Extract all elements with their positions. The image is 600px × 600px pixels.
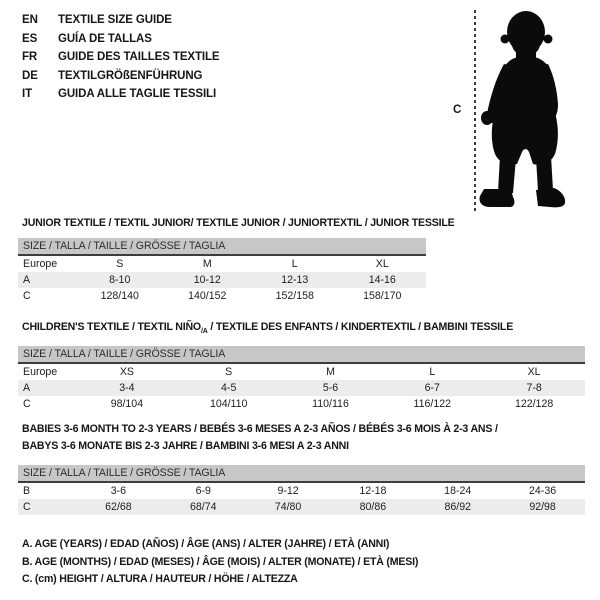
- table-row: [18, 255, 426, 272]
- size-cell: 7-8: [483, 380, 585, 396]
- table-row: [18, 396, 585, 412]
- height-measure-dashed-line: [474, 10, 476, 212]
- size-cell: 14-16: [339, 272, 427, 288]
- size-cell: 10-12: [164, 272, 252, 288]
- children-title-text: CHILDREN'S TEXTILE / TEXTIL NIÑO: [22, 321, 201, 333]
- note-age-years: A. AGE (YEARS) / EDAD (AÑOS) / ÂGE (ANS) / ALTER (JAHRE) / ETÀ (ANNI): [22, 538, 390, 550]
- size-cell: 80/86: [330, 499, 415, 515]
- size-cell: 98/104: [110, 398, 144, 410]
- language-code: FR: [22, 51, 38, 64]
- babies-title-line2: BABYS 3-6 MONATE BIS 2-3 JAHRE / BAMBINI 3-6 MESI A 2-3 ANNI: [22, 439, 349, 452]
- size-cell: 8-10: [76, 272, 164, 288]
- junior-table-title: JUNIOR TEXTILE / TEXTIL JUNIOR/ TEXTILE JUNIOR / JUNIORTEXTIL / JUNIOR TESSILE: [22, 217, 455, 229]
- babies-table-title: [22, 421, 582, 454]
- size-cell: 152/158: [275, 290, 314, 302]
- guide-title-fr: GUIDE DES TAILLES TEXTILE: [58, 51, 220, 64]
- table-row: [18, 499, 585, 515]
- baby-silhouette-image: [478, 6, 570, 213]
- language-row-fr: [22, 48, 220, 67]
- size-cell: M: [202, 258, 212, 270]
- babies-title-line1: BABIES 3-6 MONTH TO 2-3 YEARS / BEBÉS 3-6 MESES A 2-3 AÑOS / BÉBÉS 3-6 MOIS À 2-3 ANS /: [22, 423, 498, 435]
- size-cell: 4-5: [178, 380, 280, 396]
- size-cell: 86/92: [415, 499, 500, 515]
- note-age-months: B. AGE (MONTHS) / EDAD (MESES) / ÂGE (MOIS) / ALTER (MONATE) / ETÀ (MESI): [22, 555, 419, 568]
- height-measure-label: C: [453, 104, 462, 116]
- children-title-text: / TEXTILE DES ENFANTS / KINDERTEXTIL / BAMBINI TESSILE: [207, 321, 514, 333]
- size-cell: S: [225, 366, 233, 378]
- row-label-cell: C: [23, 398, 31, 410]
- baby-foot-left: [479, 189, 514, 207]
- table-row: [18, 482, 585, 499]
- language-code: ES: [22, 32, 38, 45]
- size-cell: 74/80: [246, 499, 331, 515]
- baby-shorts: [492, 106, 558, 165]
- size-cell: S: [116, 258, 124, 270]
- size-header-bar: SIZE / TALLA / TAILLE / GRÖSSE / TAGLIA: [18, 346, 585, 363]
- children-size-table: [18, 346, 585, 412]
- size-cell: 5-6: [280, 380, 382, 396]
- children-title-subscript: /A: [200, 328, 208, 336]
- row-label-cell: Europe: [23, 366, 58, 378]
- row-label-cell: C: [18, 499, 76, 515]
- language-row-en: [22, 11, 220, 30]
- size-cell: 62/68: [76, 499, 161, 515]
- row-label-cell: B: [23, 485, 31, 497]
- size-cell: 18-24: [444, 485, 472, 497]
- language-row-es: [22, 30, 220, 49]
- size-cell: XL: [527, 366, 541, 378]
- row-label-cell: C: [23, 290, 31, 302]
- size-cell: 68/74: [161, 499, 246, 515]
- baby-ear-left: [501, 35, 510, 44]
- baby-leg-left: [498, 156, 516, 193]
- baby-leg-right: [536, 156, 553, 191]
- babies-size-table: [18, 465, 585, 515]
- size-cell: L: [291, 258, 298, 270]
- row-label-cell: A: [18, 380, 76, 396]
- note-height-cm: C. (cm) HEIGHT / ALTURA / HAUTEUR / HÖHE / ALTEZZA: [22, 573, 298, 585]
- size-cell: 24-36: [529, 485, 557, 497]
- size-cell: 3-4: [76, 380, 178, 396]
- size-cell: M: [326, 366, 335, 378]
- size-cell: 122/128: [514, 398, 554, 410]
- size-cell: 158/170: [363, 290, 402, 302]
- baby-figure-area: [448, 4, 582, 216]
- children-table-title: [22, 321, 513, 335]
- size-cell: 12-18: [359, 485, 387, 497]
- language-row-it: [22, 85, 220, 104]
- language-code: DE: [22, 69, 38, 82]
- language-code: IT: [22, 88, 33, 101]
- table-row: [18, 272, 426, 288]
- size-cell: 128/140: [100, 290, 139, 302]
- size-cell: 110/116: [312, 398, 349, 410]
- size-cell: 9-12: [277, 485, 299, 497]
- language-row-de: [22, 67, 220, 86]
- row-label-cell: Europe: [23, 258, 58, 270]
- guide-title-de: TEXTILGRÖßENFÜHRUNG: [58, 69, 203, 82]
- guide-title-it: GUIDA ALLE TAGLIE TESSILI: [58, 88, 217, 101]
- size-header-bar: SIZE / TALLA / TAILLE / GRÖSSE / TAGLIA: [18, 238, 426, 255]
- guide-title-en: TEXTILE SIZE GUIDE: [58, 14, 172, 26]
- size-cell: 6-9: [195, 485, 211, 497]
- baby-ear-right: [544, 35, 553, 44]
- size-cell: XS: [119, 366, 134, 378]
- size-cell: XL: [375, 258, 389, 270]
- guide-title-es: GUÍA DE TALLAS: [58, 32, 152, 45]
- legend-notes: [22, 536, 418, 589]
- table-row: [18, 380, 585, 396]
- row-label-cell: A: [18, 272, 76, 288]
- table-row: [18, 363, 585, 380]
- size-cell: 116/122: [413, 398, 452, 410]
- size-cell: L: [429, 366, 436, 378]
- baby-foot-right: [536, 188, 565, 207]
- size-cell: 12-13: [251, 272, 339, 288]
- size-cell: 3-6: [110, 485, 127, 497]
- size-cell: 140/152: [188, 290, 227, 302]
- size-cell: 104/110: [209, 398, 248, 410]
- size-cell: 92/98: [500, 499, 585, 515]
- language-title-list: [22, 11, 220, 104]
- language-code: EN: [22, 14, 38, 26]
- junior-size-table: [18, 238, 426, 304]
- size-header-bar: SIZE / TALLA / TAILLE / GRÖSSE / TAGLIA: [18, 465, 585, 482]
- table-row: [18, 288, 426, 304]
- size-cell: 6-7: [381, 380, 483, 396]
